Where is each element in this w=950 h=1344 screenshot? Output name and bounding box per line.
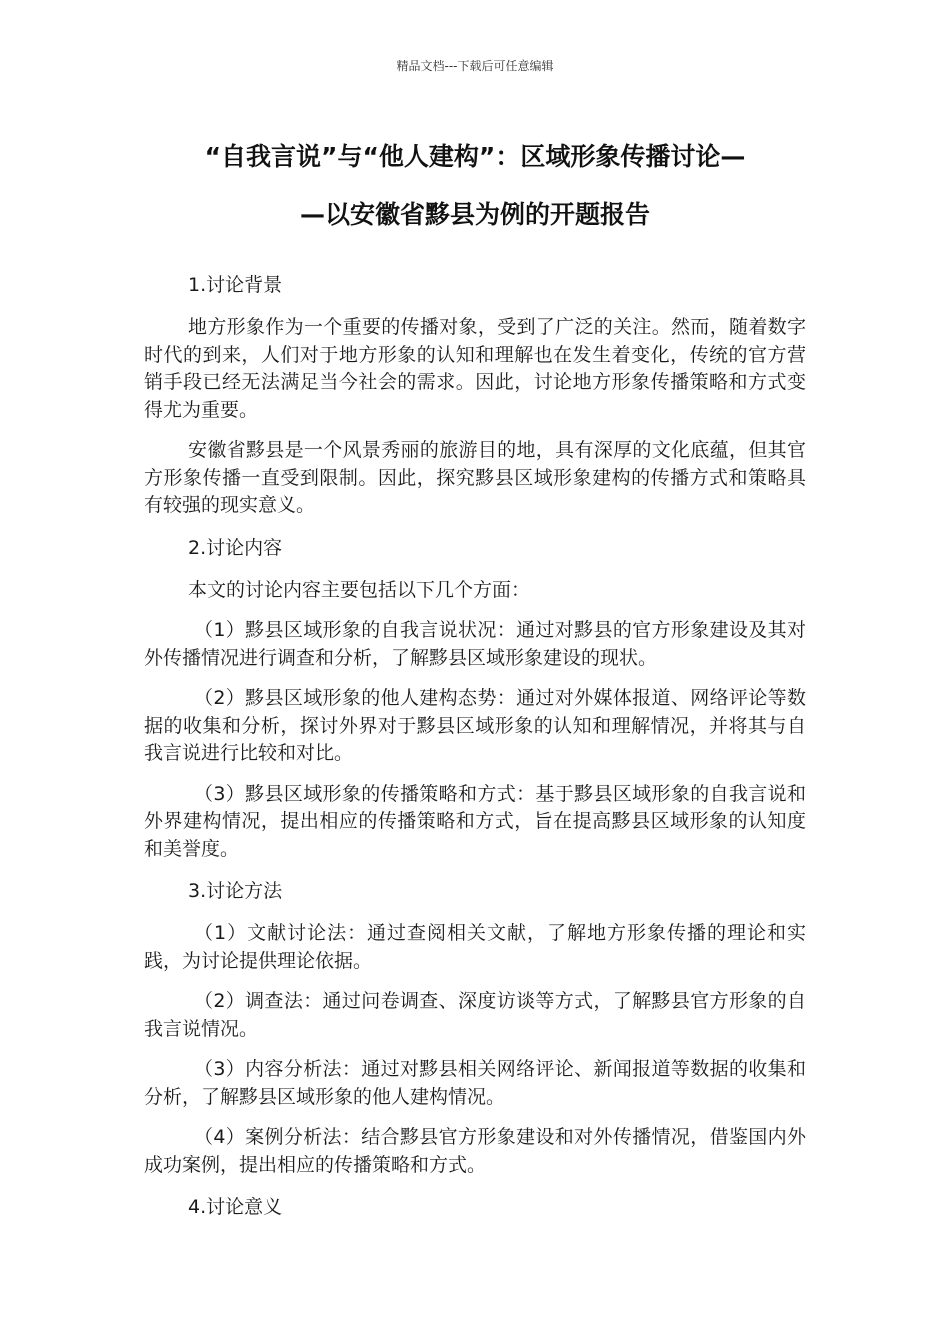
section-heading-methods: 3.讨论方法 [188, 880, 283, 902]
list-item-method-2: （2）调查法：通过问卷调查、深度访谈等方式，了解黟县官方形象的自我言说情况。 [144, 990, 806, 1040]
section-heading-background: 1.讨论背景 [188, 274, 283, 296]
list-item-method-1: （1）文献讨论法：通过查阅相关文献，了解地方形象传播的理论和实践，为讨论提供理论依据。 [144, 922, 806, 972]
page-header-watermark: 精品文档---下载后可任意编辑 [396, 59, 554, 73]
section-heading-significance: 4.讨论意义 [188, 1196, 283, 1218]
list-item-content-2: （2）黟县区域形象的他人建构态势：通过对外媒体报道、网络评论等数据的收集和分析，探讨外界对于黟县区域形象的认知和理解情况，并将其与自我言说进行比较和对比。 [144, 687, 806, 764]
document-title-line-1: “自我言说”与“他人建构”：区域形象传播讨论— [204, 142, 746, 171]
document-body [144, 270, 806, 1236]
list-item-content-3: （3）黟县区域形象的传播策略和方式：基于黟县区域形象的自我言说和外界建构情况，提出相应的传播策略和方式，旨在提高黟县区域形象的认知度和美誉度。 [144, 782, 806, 860]
section-heading-content: 2.讨论内容 [188, 536, 283, 559]
document-title [140, 128, 810, 244]
paragraph-content-intro: 本文的讨论内容主要包括以下几个方面： [188, 578, 531, 601]
document-title-line-2: —以安徽省黟县为例的开题报告 [299, 200, 650, 229]
list-item-content-1: （1）黟县区域形象的自我言说状况：通过对黟县的官方形象建设及其对外传播情况进行调查和分析，了解黟县区域形象建设的现状。 [144, 619, 806, 669]
paragraph-background-2: 安徽省黟县是一个风景秀丽的旅游目的地，具有深厚的文化底蕴，但其官方形象传播一直受到限制。因此，探究黟县区域形象建构的传播方式和策略具有较强的现实意义。 [144, 439, 806, 516]
paragraph-background-1: 地方形象作为一个重要的传播对象，受到了广泛的关注。然而，随着数字时代的到来，人们对于地方形象的认知和理解也在发生着变化，传统的官方营销手段已经无法满足当今社会的需求。因此，讨论地方形象传播策略和方式变得尤为重要。 [144, 316, 806, 421]
list-item-method-3: （3）内容分析法：通过对黟县相关网络评论、新闻报道等数据的收集和分析，了解黟县区域形象的他人建构情况。 [144, 1058, 806, 1108]
list-item-method-4: （4）案例分析法：结合黟县官方形象建设和对外传播情况，借鉴国内外成功案例，提出相应的传播策略和方式。 [144, 1126, 806, 1176]
